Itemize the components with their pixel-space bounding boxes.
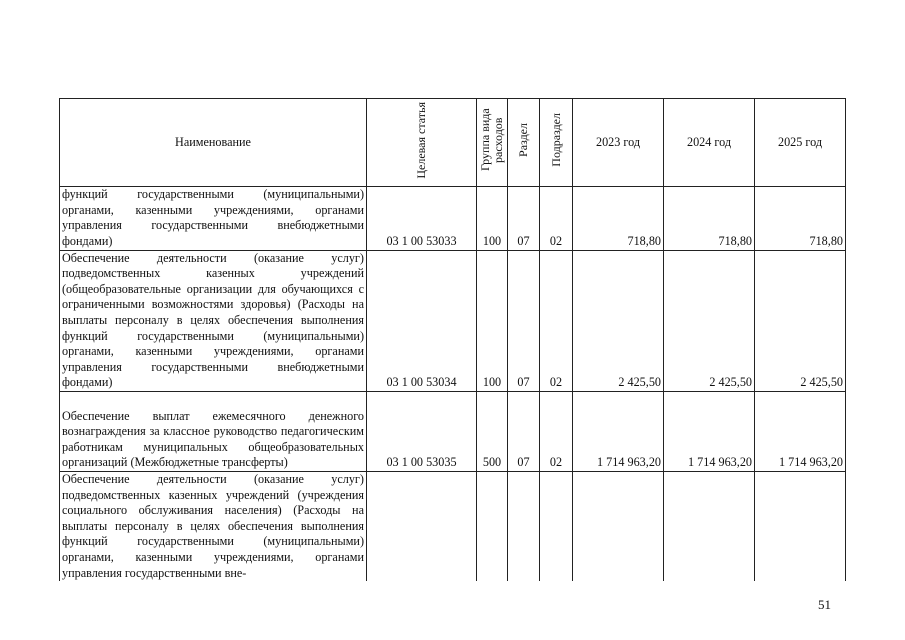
row-name: Обеспечение деятельности (оказание услуг) подведомственных казенных учреждений (учреждения социального обслуживания населения) (Расходы на выплаты персоналу в целях обеспечения выполнения функций государственными (муниципальными) органами, казенными учреждениями, органами управления государственными вне- [60,471,367,581]
row-section: 07 [508,250,540,391]
header-year-2024: 2024 год [664,99,755,187]
table-header-row [60,99,846,187]
row-2023: 2 425,50 [573,250,664,391]
header-target-article: Целевая статья [367,99,477,187]
row-2023: 1 714 963,20 [573,391,664,471]
row-target: 03 1 00 53033 [367,186,477,250]
row-group [477,471,508,581]
row-2024: 718,80 [664,186,755,250]
row-group: 100 [477,186,508,250]
budget-table [59,98,846,581]
page-number: 51 [818,597,831,612]
row-name: функций государственными (муниципальными) органами, казенными учреждениями, органами управления государственными внебюджетными фондами) [60,186,367,250]
row-2025: 2 425,50 [755,250,846,391]
row-2023 [573,471,664,581]
row-target [367,471,477,581]
row-section: 07 [508,186,540,250]
table-row [60,471,846,581]
row-2024: 2 425,50 [664,250,755,391]
row-2023: 718,80 [573,186,664,250]
row-section [508,471,540,581]
header-name: Наименование [60,99,367,187]
row-target: 03 1 00 53034 [367,250,477,391]
header-year-2025: 2025 год [755,99,846,187]
row-subsection: 02 [540,391,573,471]
row-name: Обеспечение деятельности (оказание услуг) подведомственных казенных учреждений (общеобразовательные организации для обучающихся с ограниченными возможностями здоровья) (Расходы на выплаты персоналу в целях обеспечения выполнения функций государственными (муниципальными) органами, казенными учреждениями, органами управления государственными внебюджетными фондами) [60,250,367,391]
table-row [60,391,846,471]
header-subsection: Подраздел [540,99,573,187]
header-expense-group: Группа вида расходов [477,99,508,187]
row-name: Обеспечение выплат ежемесячного денежного вознаграждения за классное руководство педагогическим работникам муниципальных общеобразовательных организаций (Межбюджетные трансферты) [60,391,367,471]
table-row [60,186,846,250]
row-subsection [540,471,573,581]
row-target: 03 1 00 53035 [367,391,477,471]
row-2024: 1 714 963,20 [664,391,755,471]
row-2025: 1 714 963,20 [755,391,846,471]
row-2025 [755,471,846,581]
row-subsection: 02 [540,250,573,391]
row-group: 100 [477,250,508,391]
row-section: 07 [508,391,540,471]
table-row [60,250,846,391]
header-section: Раздел [508,99,540,187]
row-group: 500 [477,391,508,471]
row-subsection: 02 [540,186,573,250]
header-year-2023: 2023 год [573,99,664,187]
row-2024 [664,471,755,581]
row-2025: 718,80 [755,186,846,250]
